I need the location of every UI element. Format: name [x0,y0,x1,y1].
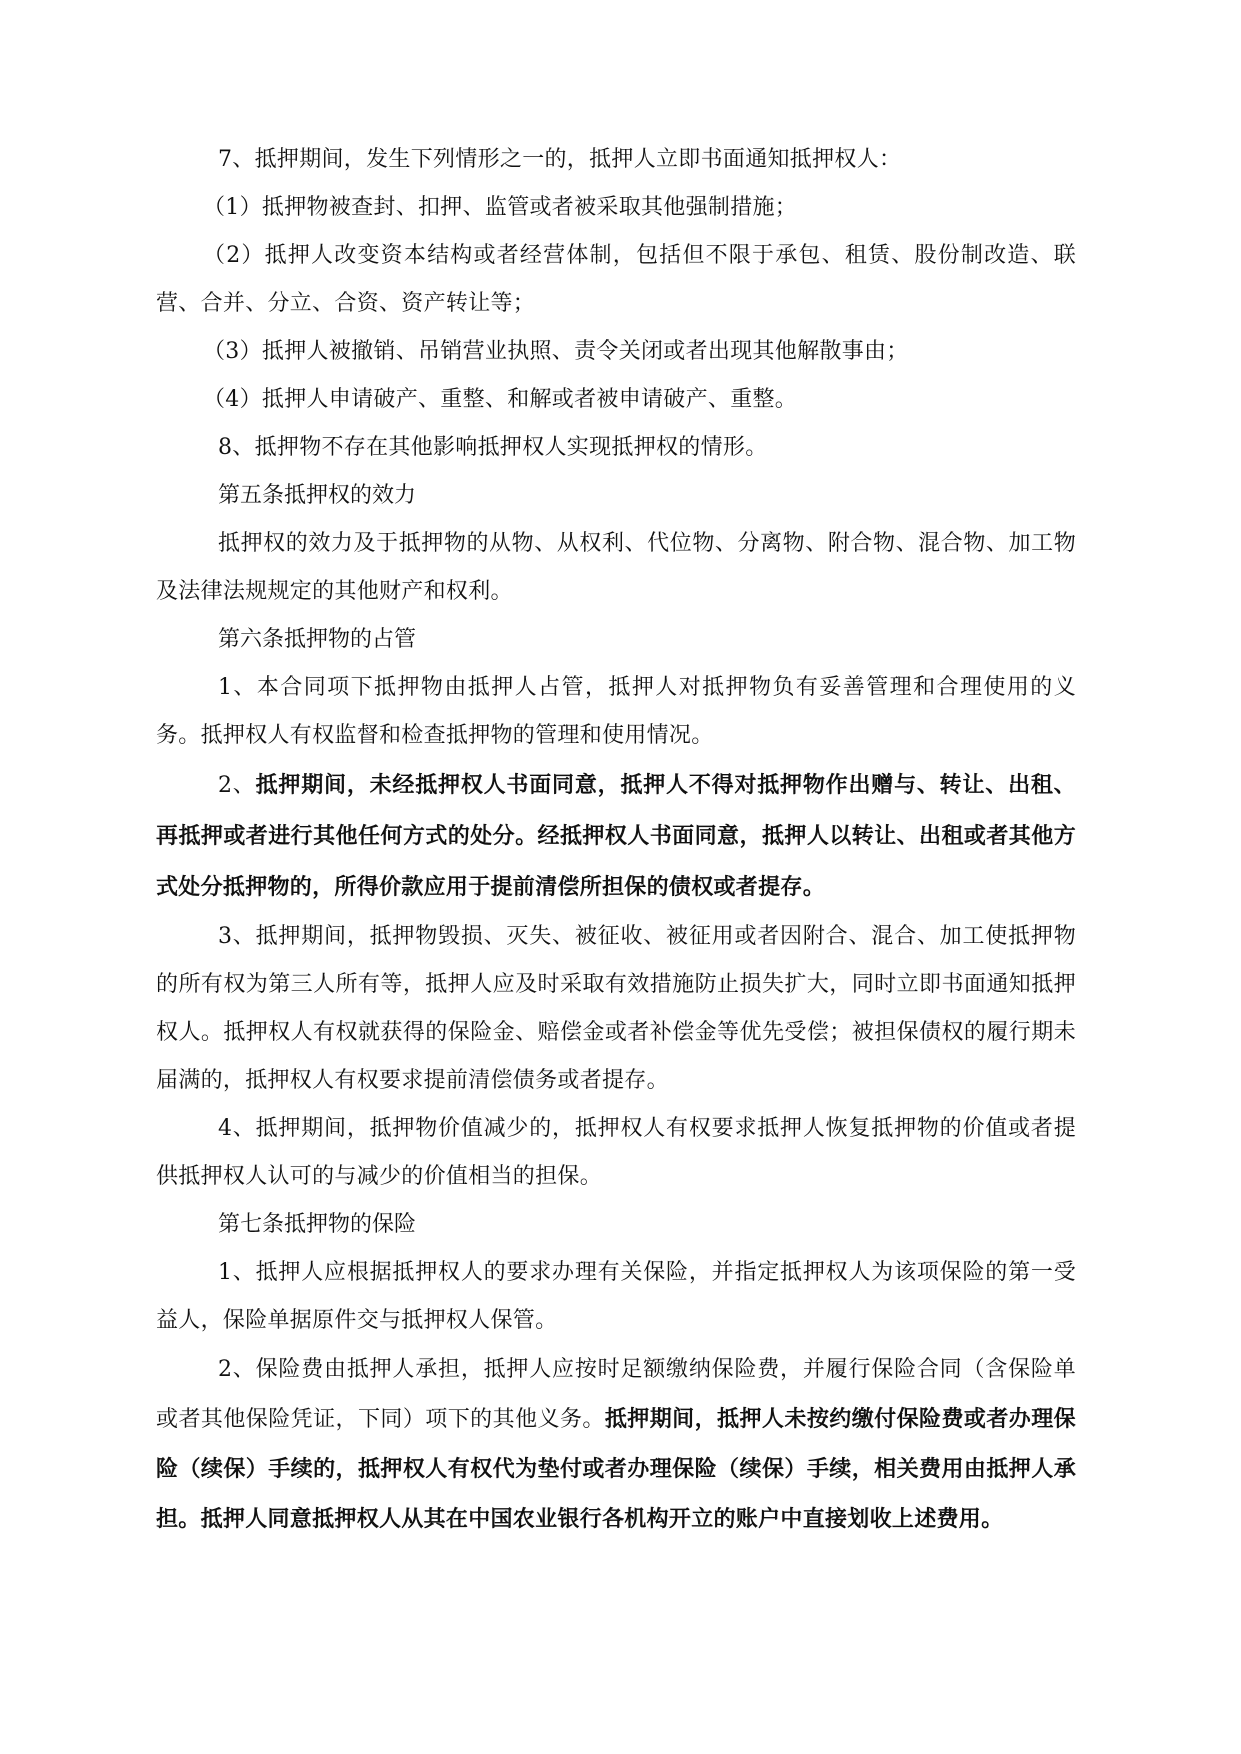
article-6-paragraph-3: 3、抵押期间，抵押物毁损、灭失、被征收、被征用或者因附合、混合、加工使抵押物的所有权为第三人所有等，抵押人应及时采取有效措施防止损失扩大，同时立即书面通知抵押权人。抵押权人有权就获得的保险金、赔偿金或者补偿金等优先受偿；被担保债权的履行期未届满的，抵押权人有权要求提前清偿债务或者提存。 [156,924,1076,1093]
item-7-sub-2: （2）抵押人改变资本结构或者经营体制，包括但不限于承包、租赁、股份制改造、联营、合并、分立、合资、资产转让等； [156,243,1076,316]
item-7-sub-3: （3）抵押人被撤销、吊销营业执照、责令关闭或者出现其他解散事由； [203,339,909,364]
article-6-heading [156,616,1076,664]
article-6-paragraph-2-bold: 抵押期间，未经抵押权人书面同意，抵押人不得对抵押物作出赠与、转让、出租、再抵押或者进行其他任何方式的处分。经抵押权人书面同意，抵押人以转让、出租或者其他方式处分抵押物的，所得价款应用于提前清偿所担保的债权或者提存。 [156,773,1076,900]
article-7-label: 第七条 [218,1212,285,1237]
article-7-paragraph-2 [156,1345,1076,1545]
article-7-paragraph-2-normal: 2、保险费由抵押人承担，抵押人应按时足额缴纳保险费，并履行保险合同（含保险单或者其他保险凭证，下同）项下的其他义务。 [156,1357,1076,1432]
article-6-paragraph-2-prefix: 2、 [218,773,256,798]
article-6-paragraph-2 [156,760,1076,913]
item-7-sub-4: （4）抵押人申请破产、重整、和解或者被申请破产、重整。 [203,387,798,412]
article-7-paragraph-1: 1、抵押人应根据抵押权人的要求办理有关保险，并指定抵押权人为该项保险的第一受益人，保险单据原件交与抵押权人保管。 [156,1260,1076,1333]
article-5-heading [156,472,1076,520]
article-5-paragraph-1: 抵押权的效力及于抵押物的从物、从权利、代位物、分离物、附合物、混合物、加工物及法律法规规定的其他财产和权利。 [156,531,1076,604]
article-7-heading [156,1201,1076,1249]
article-6-label: 第六条 [218,627,285,652]
article-7-title: 抵押物的保险 [284,1212,417,1237]
document-page [156,136,1076,1545]
item-7-sub-1: （1）抵押物被查封、扣押、监管或者被采取其他强制措施； [203,195,798,220]
article-6-title: 抵押物的占管 [284,627,417,652]
item-7-intro: 7、抵押期间，发生下列情形之一的，抵押人立即书面通知抵押权人： [218,147,902,172]
item-8: 8、抵押物不存在其他影响抵押权人实现抵押权的情形。 [218,435,768,460]
article-5-label: 第五条 [218,483,285,508]
article-7-paragraph-2-bold: 抵押期间，抵押人未按约缴付保险费或者办理保险（续保）手续的，抵押权人有权代为垫付或者办理保险（续保）手续，相关费用由抵押人承担。抵押人同意抵押权人从其在中国农业银行各机构开立的账户中直接划收上述费用。 [156,1407,1076,1532]
article-6-paragraph-4: 4、抵押期间，抵押物价值减少的，抵押权人有权要求抵押人恢复抵押物的价值或者提供抵押权人认可的与减少的价值相当的担保。 [156,1116,1076,1189]
article-6-paragraph-1: 1、本合同项下抵押物由抵押人占管，抵押人对抵押物负有妥善管理和合理使用的义务。抵押权人有权监督和检查抵押物的管理和使用情况。 [156,675,1076,748]
article-5-title: 抵押权的效力 [284,483,417,508]
